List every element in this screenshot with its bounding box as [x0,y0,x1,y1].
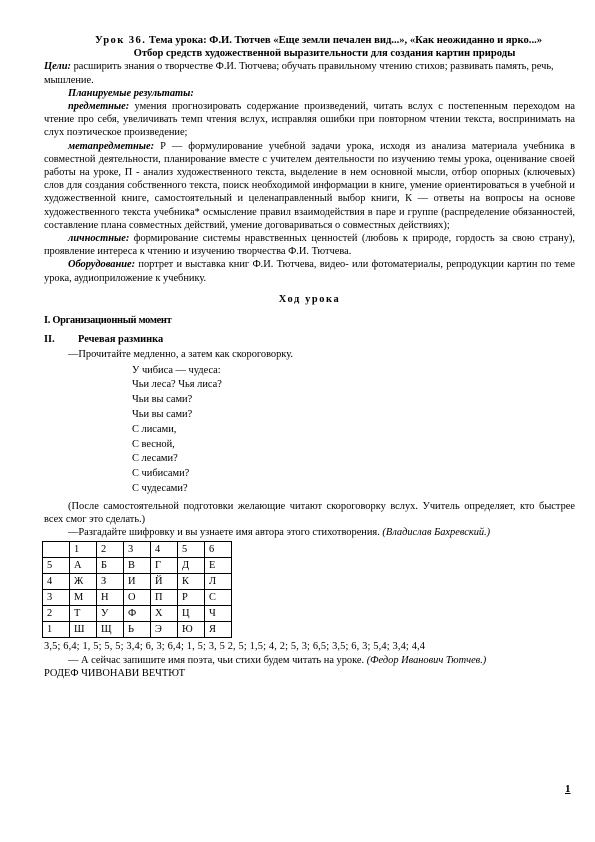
goals-paragraph [44,60,575,86]
table-cell: Б [97,558,124,574]
poem-line: С лисами, [132,423,177,435]
subject-label: предметные: [68,101,130,113]
table-row [43,590,232,606]
table-cell: Ж [70,574,97,590]
table-cell: Д [178,558,205,574]
table-cell: Ю [178,622,205,638]
table-cell: П [151,590,178,606]
table-row [43,558,232,574]
course-heading: Ход урока [278,293,341,305]
table-cell: Ф [124,606,151,622]
poem-line: С чудесами? [132,483,188,495]
tongue-twister-poem [132,364,575,497]
instruction-write-text: — А сейчас запишите имя поэта, чьи стихи будем читать на уроке. [68,654,367,666]
lesson-subtitle: Отбор средств художественной выразительности для создания картин природы [133,48,516,60]
table-row [43,574,232,590]
table-cell: Н [97,590,124,606]
table-cell: 2 [43,606,70,622]
table-cell: Ч [205,606,232,622]
section-title: Речевая разминка [78,334,164,346]
meta-results [44,140,575,232]
goals-label: Цели: [44,61,72,73]
equipment-label: Оборудование: [68,259,136,271]
poem-line: У чибиса — чудеса: [132,364,221,376]
cipher-codes: 3,5; 6,4; 1, 5; 5, 5; 3,4; 6, 3; 6,4; 1, 5; 3, 5 2, 5; 1,5; 4, 2; 5, 3; 6,5; 3,5; 6, 3; 5,4; 3,4; 4,4 [44,641,426,653]
table-cell: О [124,590,151,606]
personal-text: формирование системы нравственных ценностей (любовь к природе, гордость за свою страну), проявление интереса к чтению и изучению творчества Ф.И. Тютчева. [44,233,575,258]
table-cell: Х [151,606,178,622]
teacher-note: (После самостоятельной подготовки желающие читают скороговорку вслух. Учитель определяет, кто быстрее всех смог это сделать.) [44,500,575,526]
table-cell: Щ [97,622,124,638]
table-row [43,622,232,638]
table-cell: 3 [124,542,151,558]
poem-line: Чьи леса? Чья лиса? [132,379,222,391]
cipher-table [42,541,232,638]
table-cell: Ш [70,622,97,638]
goals-text: расширить знания о творчестве Ф.И. Тютчева; обучать правильному чтению стихов; развивать память, речь, мышление. [44,61,554,86]
table-cell: Р [178,590,205,606]
equipment-paragraph [44,258,575,284]
section-number: II. [44,334,55,346]
table-header-row [43,542,232,558]
instruction-write-answer: (Федор Иванович Тютчев.) [366,654,487,666]
table-cell: 3 [43,590,70,606]
document-page [44,34,575,680]
subject-results [44,100,575,140]
poem-line: Чьи вы сами? [132,409,193,421]
section-speech-warmup [44,333,575,346]
table-cell: 1 [70,542,97,558]
table-cell: Э [151,622,178,638]
scrambled-answer-line: РОДЕФ ЧИВОНАВИ ВЕЧТЮТ [44,667,186,679]
subject-text: умения прогнозировать содержание произведений, читать вслух с постепенным переходом на чтение про себя, увеличивать темп чтения вслух, исправляя ошибки при повторном чтении текста, воспринимать на слух поэтическое произведение; [44,101,575,139]
instruction-cipher [44,526,575,539]
table-cell: 4 [151,542,178,558]
meta-text: Р — формулирование учебной задачи урока, исходя из анализа материала учебника в совместной деятельности, планирование вместе с учителем деятельности по изучению темы урока, оценивание своей работы на уроке, П - анализ художественного текста, выделение в нем основной мысли, отбор опорных (ключевых) слов для создания собственного текста, поиск необходимой информации в книге, умение ориентироваться в учебной и художественной книге, самостоятельный и целенаправленный выбор книги, К — ответы на вопросы на основе художественного текста учебника* осмысление правил взаимодействия в паре и группе (распределение обязанностей, составление плана совместных действий, умение договариваться о совместных действиях); [44,140,575,231]
personal-label: личностные: [68,233,130,245]
table-cell: З [97,574,124,590]
table-cell: К [178,574,205,590]
table-cell: 2 [97,542,124,558]
table-cell: Ц [178,606,205,622]
table-cell: М [70,590,97,606]
lesson-label: Урок 36. [94,35,147,46]
table-cell: Г [151,558,178,574]
table-cell: 5 [43,558,70,574]
table-row [43,606,232,622]
results-heading: Планируемые результаты: [68,87,194,99]
table-cell: 4 [43,574,70,590]
instruction-write-poet [44,654,575,667]
table-cell: Й [151,574,178,590]
lesson-header [44,34,575,47]
table-cell: 5 [178,542,205,558]
lesson-title: Тема урока: Ф.И. Тютчев «Еще земли печален вид...», «Как неожиданно и ярко...» [148,35,543,46]
instruction-read: —Прочитайте медленно, а затем как скороговорку. [68,349,293,361]
table-cell: Ь [124,622,151,638]
equipment-text: портрет и выставка книг Ф.И. Тютчева, видео- или фотоматериалы, репродукции картин по теме урока, аудиоприложение к учебнику. [44,259,575,284]
table-cell [43,542,70,558]
table-cell: 6 [205,542,232,558]
table-cell: Я [205,622,232,638]
table-cell: В [124,558,151,574]
section-organizational: I. Организационный момент [44,315,172,327]
table-cell: Т [70,606,97,622]
instruction-cipher-text: —Разгадайте шифровку и вы узнаете имя автора этого стихотворения. [68,527,383,539]
table-cell: Л [205,574,232,590]
table-cell: И [124,574,151,590]
table-cell: 1 [43,622,70,638]
poem-line: С лесами? [132,453,178,465]
poem-line: С чибисами? [132,468,190,480]
page-number: 1 [565,783,571,795]
table-cell: У [97,606,124,622]
poem-line: Чьи вы сами? [132,394,193,406]
personal-results [44,232,575,258]
instruction-cipher-author: (Владислав Бахревский.) [382,527,491,539]
table-cell: Е [205,558,232,574]
table-cell: С [205,590,232,606]
table-cell: А [70,558,97,574]
meta-label: метапредметные: [68,140,155,152]
poem-line: С весной, [132,438,175,450]
